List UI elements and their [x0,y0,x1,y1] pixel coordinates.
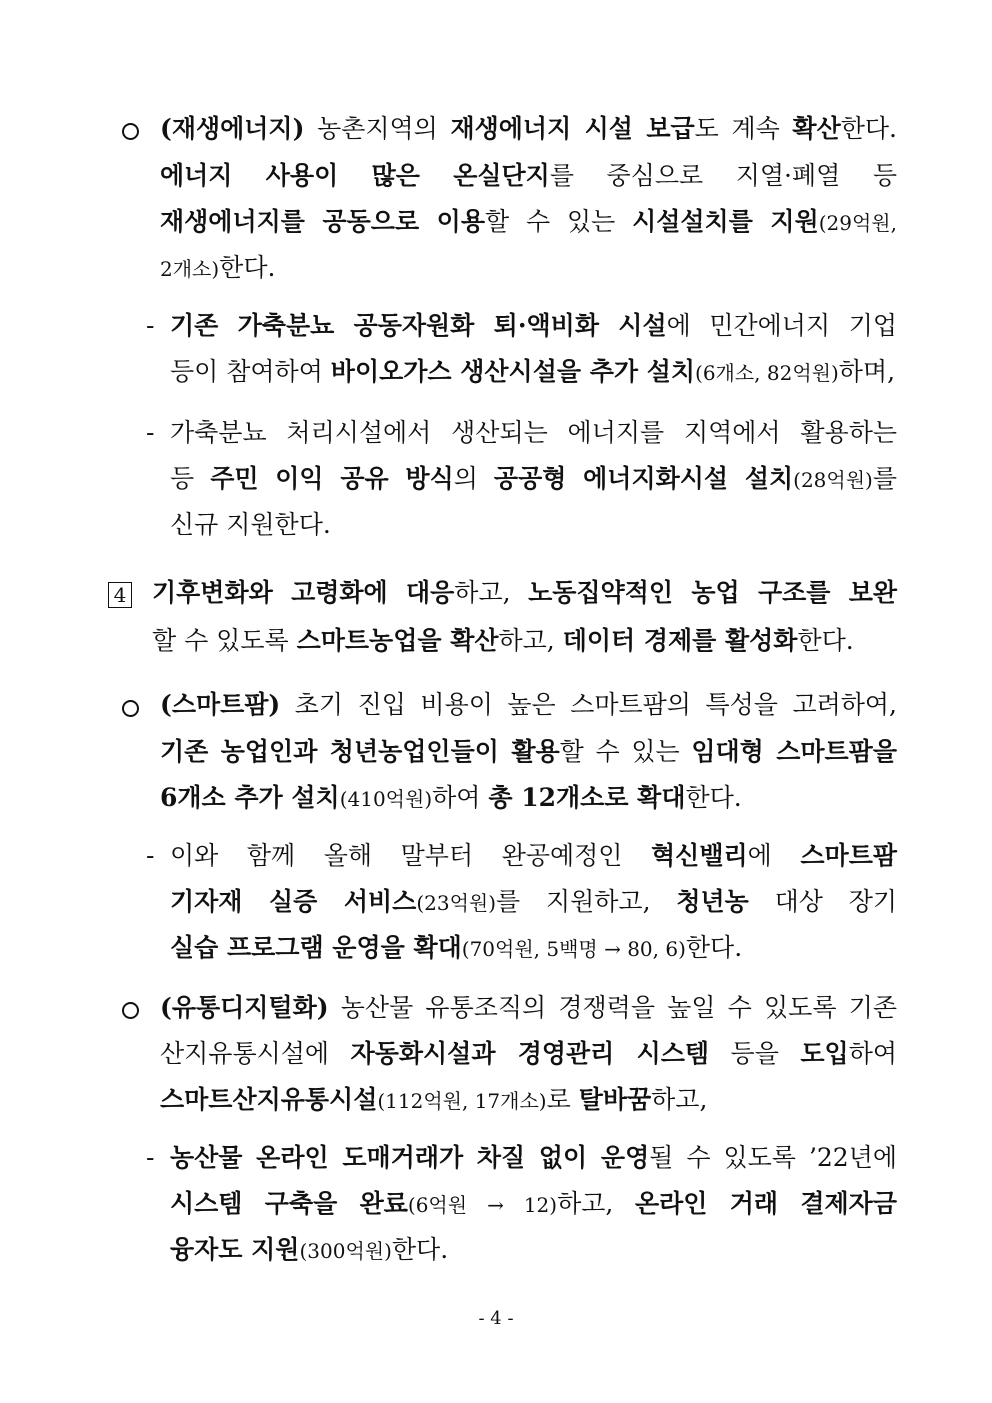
section4-line-1: 기후변화와 고령화에 대응하고, 노동집약적인 농업 구조를 보완 [152,578,898,607]
smartfarm-line-1: (스마트팜) 초기 진입 비용이 높은 스마트팜의 특성을 고려하여, [160,690,897,719]
distribution-line-3: 스마트산지유통시설(112억원, 17개소)로 탈바꿈하고, [160,1085,708,1114]
renewable-dash1-line-1: 기존 가축분뇨 공동자원화 퇴·액비화 시설에 민간에너지 기업 [170,311,897,340]
bullet-circle [122,1002,139,1019]
dash-bullet: - [146,311,155,340]
distribution-dash1-line-2: 시스템 구축을 완료(6억원 → 12)하고, 온라인 거래 결제자금 [170,1189,897,1218]
smartfarm-dash1-line-3: 실습 프로그램 운영을 확대(70억원, 5백명 → 80, 6)한다. [170,933,743,962]
distribution-line-1: (유통디지털화) 농산물 유통조직의 경쟁력을 높일 수 있도록 기존 [160,993,897,1022]
section-number-box: 4 [108,582,132,608]
dash-bullet: - [146,418,155,447]
distribution-dash1-line-3: 융자도 지원(300억원)한다. [170,1235,449,1264]
smartfarm-dash1-line-1: 이와 함께 올해 말부터 완공예정인 혁신밸리에 스마트팜 [170,841,897,870]
dash-bullet: - [146,841,155,870]
smartfarm-dash1-line-2: 기자재 실증 서비스(23억원)를 지원하고, 청년농 대상 장기 [170,887,898,916]
bullet-circle [122,700,139,717]
distribution-dash1-line-1: 농산물 온라인 도매거래가 차질 없이 운영될 수 있도록 ’22년에 [170,1143,897,1172]
smartfarm-line-2: 기존 농업인과 청년농업인들이 활용할 수 있는 임대형 스마트팜을 [160,737,897,766]
distribution-line-2: 산지유통시설에 자동화시설과 경영관리 시스템 등을 도입하여 [160,1039,897,1068]
renewable-line-1: (재생에너지) 농촌지역의 재생에너지 시설 보급도 계속 확산한다. [160,114,897,143]
renewable-dash2-line-1: 가축분뇨 처리시설에서 생산되는 에너지를 지역에서 활용하는 [170,418,897,447]
renewable-line-4: 2개소)한다. [160,253,276,282]
renewable-line-2: 에너지 사용이 많은 온실단지를 중심으로 지열·폐열 등 [160,161,897,190]
renewable-dash2-line-2: 등 주민 이익 공유 방식의 공공형 에너지화시설 설치(28억원)를 [170,464,897,493]
renewable-dash1-line-2: 등이 참여하여 바이오가스 생산시설을 추가 설치(6개소, 82억원)하며, [170,357,896,386]
section4-line-2: 할 수 있도록 스마트농업을 확산하고, 데이터 경제를 활성화한다. [152,626,854,655]
smartfarm-line-3: 6개소 추가 설치(410억원)하여 총 12개소로 확대한다. [160,783,742,812]
bullet-circle [122,123,139,140]
renewable-dash2-line-3: 신규 지원한다. [170,510,331,539]
renewable-line-3: 재생에너지를 공동으로 이용할 수 있는 시설설치를 지원(29억원, [160,207,897,236]
dash-bullet: - [146,1143,155,1172]
page-number: - 4 - [478,1308,514,1329]
